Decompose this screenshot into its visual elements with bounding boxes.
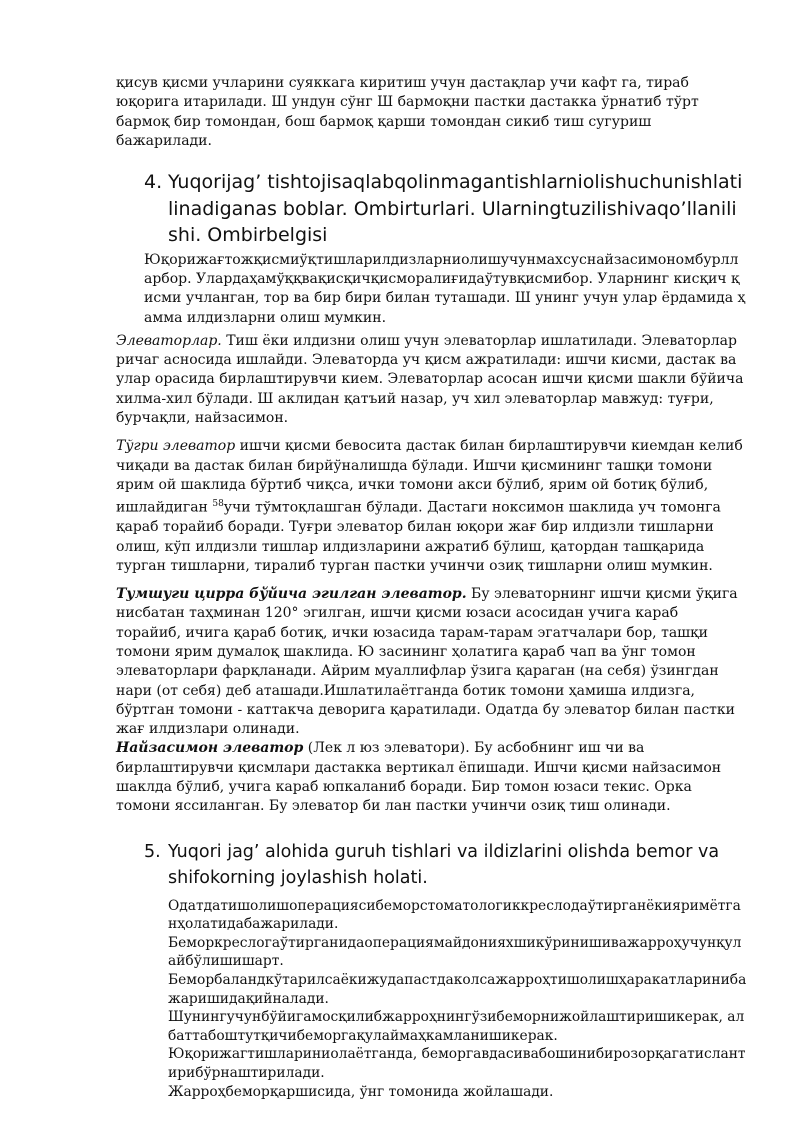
straight-elevator-text-a: ишчи қисми бевосита дастак билан бирлаштирувчи киемдан келиб чиқади ва дастак билан бирйўналишда бўлади. Ишчи қисмининг ташқи томони ярим ой шаклида бўртиб чиқса, ички томони акси бўлиб, ярим ой ботиқ бўлиб, ишлайдиган <box>116 438 743 516</box>
spear-elevator-text: (Лек л юз элеватори). Бу асбобнинг иш чи ва бирлаштирувчи қисмлари дастакка вертикал ёпишади. Ишчи қисми найзасимон шаклда бўлиб, учига караб юпкаланиб боради. Бир томон юзаси текис. Орка томони яссиланган. Бу элеватор би лан пастки учинчи озиқ тиш олинади. <box>116 740 722 815</box>
beak-elevator-term: Тумшуги цирра бўйича эгилган элеватор. <box>116 586 467 603</box>
intro-paragraph: қисув қисми учларини суяккага киритиш учун дастақлар учи кафт га, тираб юқорига итарилади. Ш ундун сўнг Ш бармоқни пастки дастакка ўрнатиб тўрт бармоқ бир томондан, бош бармоқ қарши томондан сикиб тиш сугуриш бажарилади. <box>116 75 699 149</box>
spear-elevator-paragraph <box>116 739 746 816</box>
section-5-line: Беморкреслогаўтирганидаоперациямайдонияхшикўринишиважарроҳучунқулайбўлишишарт. <box>168 934 742 970</box>
section-5-number: 5. <box>144 841 161 862</box>
section-5-line: Юқорижагтишлариниолаётганда, беморгавдасивабошинибирозорқагатислантирибўрнаштирилади. <box>168 1046 746 1081</box>
elevators-paragraph <box>116 332 746 428</box>
section-5-line: Беморбаландкўтарилсаёкижудапастдаколсажарроҳтишолишҳаракатларинибажаришидақийналади. <box>168 972 747 1007</box>
section-5-line: Шунингучунбўйигамосқилибжарроҳнингўзибеморнижойлаштиришикерак, албаттабоштутқичибеморгақулаймаҳкамланишикерак. <box>168 1009 745 1044</box>
section-4-number: 4. <box>144 171 163 194</box>
beak-elevator-text: Бу элеваторнинг ишчи қисми ўқига нисбатан таҳминан 120° эгилган, ишчи қисми юзаси асосидан учига караб торайиб, ичига қараб ботиқ, ички юзасида тарам-тарам эгатчалари бор, ташқи томони ярим думалоқ шаклида. Ю засининг ҳолатига қараб чап ва ўнг томон элеваторлари фарқланади. Айрим муаллифлар ўзига қараган (на себя) ўзингдан нари (от себя) деб аташади.Ишлатилаётганда ботик томони ҳамиша илдизга, бўртган томони - каттакча деворига қаратилади. Одатда бу элеватор билан пастки жағ илдизлари олинади. <box>116 586 738 738</box>
elevators-term: Элеваторлар. <box>116 332 222 349</box>
section-4-title: Yuqorijag’ tishtojisaqlabqolinmagantishlarniolishuchunishlatilinadiganas boblar. Ombirturlari. Ularningtuzilishivaqo’llanilishi. Ombirbelgisi <box>168 171 743 247</box>
page-number-marker: 58 <box>212 499 224 510</box>
section-4-indented-text: Юқорижағтожқисмиўқтишларилдизларниолишучунмахсуснайзасимономбурлларбор. Улардаҳамўққвақисқичқисморалиғидаўтувқисмибор. Уларнинг кисқич қисми учланган, тор ва бир бири билан туташади. Ш унинг учун улар ёрдамида ҳамма илдизларни олиш мумкин. <box>144 251 746 326</box>
section-5-text <box>168 897 748 1102</box>
section-5-heading <box>144 839 746 891</box>
beak-elevator-paragraph <box>116 585 746 739</box>
section-4-heading <box>144 169 746 249</box>
straight-elevator-paragraph <box>116 437 746 576</box>
straight-elevator-text-b: учи тўмтоқлашган бўлади. Дастаги ноксимон шаклида уч томонга қараб торайиб боради. Туғри элеватор билан юқори жағ бир илдизли тишларни олиш, кўп илдизли тишлар илдизларини ажратиб бўлиш, қатордан ташқарида турган тишларни, тиралиб турган пастки учинчи озиқ тишларни олиш мумкин. <box>116 499 721 574</box>
spear-elevator-term: Найзасимон элеватор <box>116 740 304 757</box>
document-page <box>116 74 746 1101</box>
section-5-title: Yuqori jag’ alohida guruh tishlari va ildizlarini olishda bemor va shifokorning joylashish holati. <box>168 841 720 888</box>
section-5-line: Одатдатишолишоперациясибеморстоматологиккреслодаўтирганёкияримётганҳолатидабажарилади. <box>168 897 741 933</box>
straight-elevator-term: Тўгри элеватор <box>116 438 236 455</box>
section-5-line: Жарроҳбеморқаршисида, ўнг томонида жойлашади. <box>168 1083 554 1100</box>
elevators-text: Тиш ёки илдизни олиш учун элеваторлар ишлатилади. Элеваторлар ричаг асносида ишлайди. Элеваторда уч қисм ажратилади: ишчи кисми, дастак ва улар орасида бирлаштирувчи кием. Элеваторлар асосан ишчи қисми шакли бўйича хилма-хил бўлади. Ш аклидан қатъий назар, уч хил элеваторлар мавжуд: туғри, бурчақли, найзасимон. <box>116 332 744 427</box>
